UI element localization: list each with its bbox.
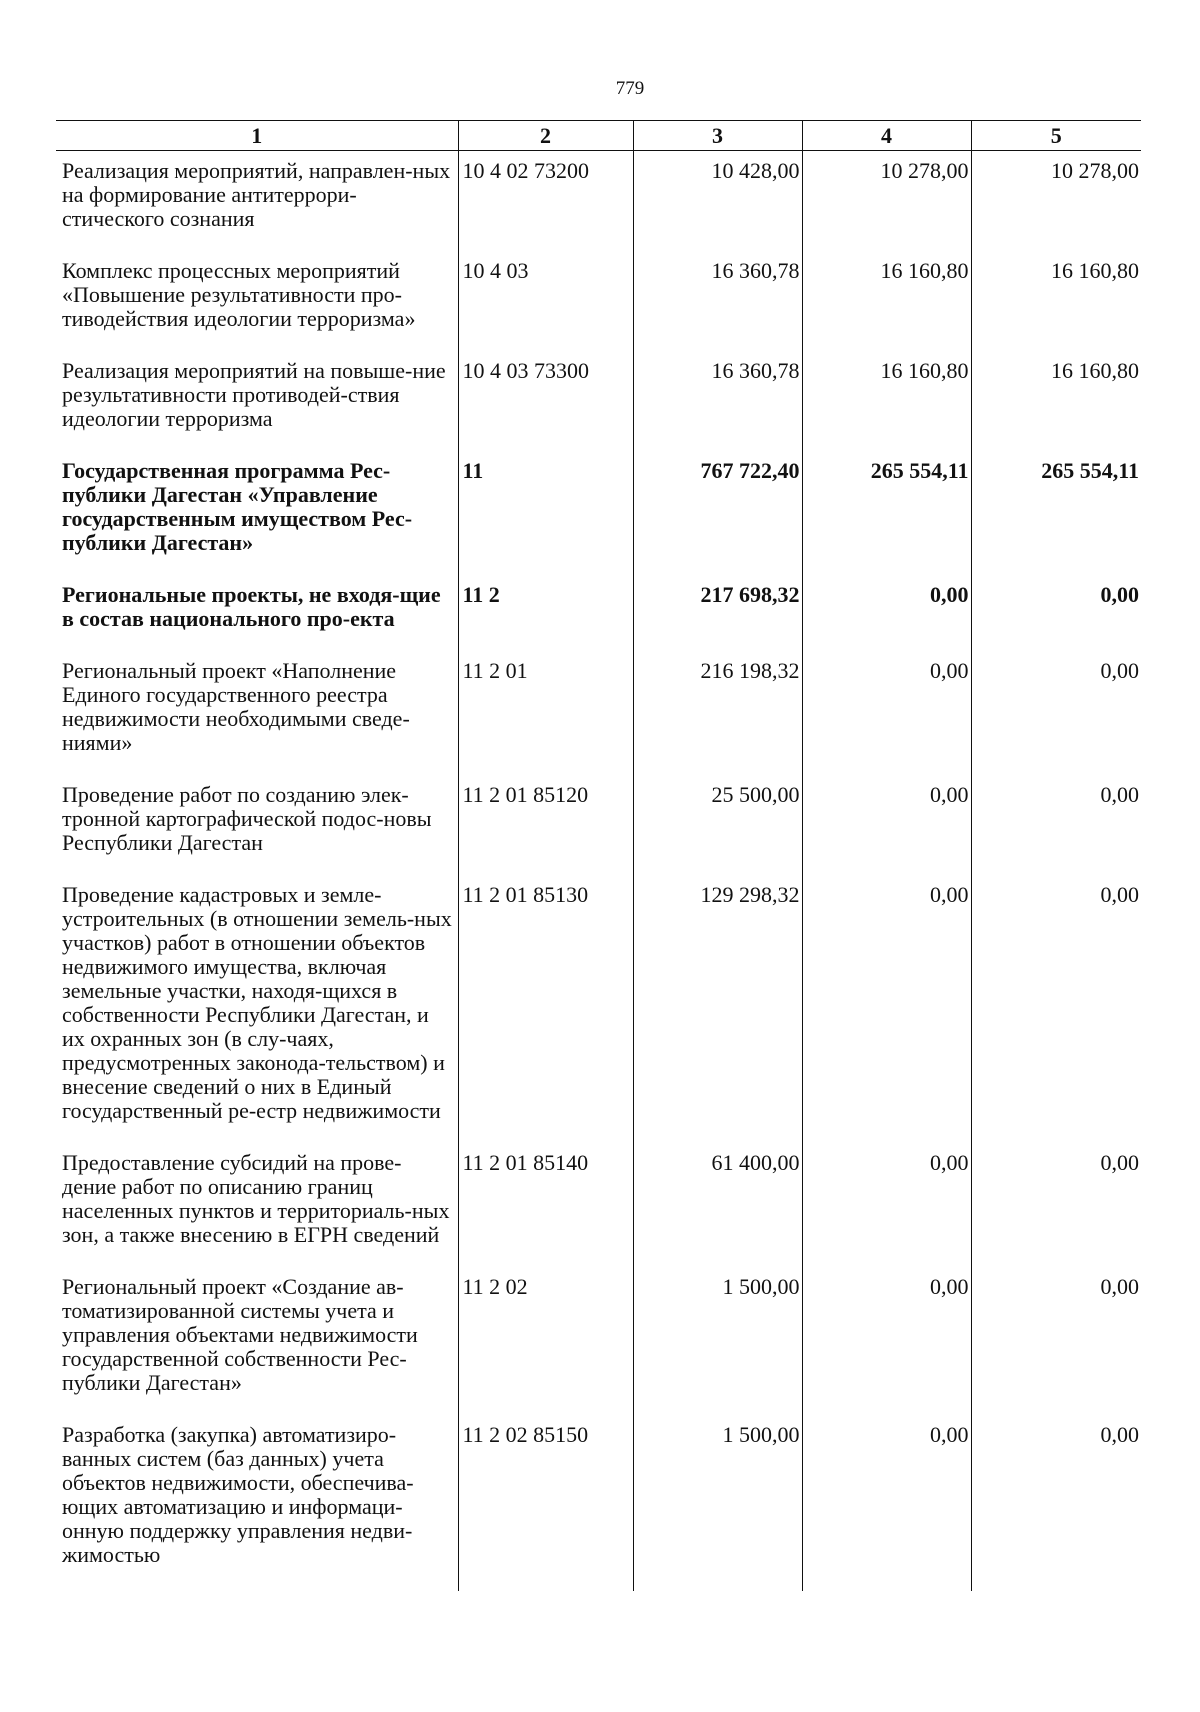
row-value-col5: 0,00: [971, 1415, 1141, 1591]
budget-table: [56, 120, 1141, 1591]
table-header-row: [56, 121, 1141, 151]
column-header-2: 2: [458, 121, 633, 151]
table-row: [56, 251, 1141, 351]
row-code-cell: 11 2 01: [458, 651, 633, 775]
row-name-cell: Региональный проект «Создание ав-томатизированной системы учета и управления объектами недвижимости государственной собственности Рес-публики Дагестан»: [62, 1274, 418, 1395]
row-value-col5: 0,00: [971, 651, 1141, 775]
table-row: [56, 151, 1141, 252]
row-name-cell: Реализация мероприятий на повыше-ние результативности противодей-ствия идеологии терроризма: [62, 358, 446, 431]
table-header: [56, 121, 1141, 151]
row-value-col4: 0,00: [802, 1415, 971, 1591]
column-header-3: 3: [633, 121, 802, 151]
table-row: [56, 875, 1141, 1143]
row-value-col3: 129 298,32: [633, 875, 802, 1143]
row-name-cell: Разработка (закупка) автоматизиро-ванных систем (баз данных) учета объектов недвижимости, обеспечива-ющих автоматизацию и информаци-онную поддержку управления недви-жимостью: [62, 1422, 414, 1567]
table-body: [56, 151, 1141, 1592]
table-row: [56, 451, 1141, 575]
row-value-col5: 0,00: [971, 775, 1141, 875]
row-value-col4: 0,00: [802, 651, 971, 775]
row-value-col4: 16 160,80: [802, 351, 971, 451]
row-value-col3: 1 500,00: [633, 1415, 802, 1591]
row-code-cell: 10 4 02 73200: [458, 151, 633, 252]
row-name-cell: Реализация мероприятий, направлен-ных на формирование антитеррори-стического сознания: [62, 158, 451, 231]
row-value-col4: 0,00: [802, 575, 971, 651]
row-value-col4: 0,00: [802, 1143, 971, 1267]
row-value-col3: 16 360,78: [633, 251, 802, 351]
row-value-col3: 216 198,32: [633, 651, 802, 775]
row-value-col5: 0,00: [971, 1267, 1141, 1415]
row-value-col3: 767 722,40: [633, 451, 802, 575]
table-row: [56, 1415, 1141, 1591]
table-row: [56, 575, 1141, 651]
row-value-col5: 0,00: [971, 1143, 1141, 1267]
row-value-col5: 16 160,80: [971, 351, 1141, 451]
row-name-cell: Проведение работ по созданию элек-тронной картографической подос-новы Республики Дагестан: [62, 782, 432, 855]
row-value-col3: 61 400,00: [633, 1143, 802, 1267]
row-value-col3: 16 360,78: [633, 351, 802, 451]
row-value-col3: 217 698,32: [633, 575, 802, 651]
row-code-cell: 11 2 01 85140: [458, 1143, 633, 1267]
row-code-cell: 10 4 03: [458, 251, 633, 351]
row-value-col3: 25 500,00: [633, 775, 802, 875]
page-number: 779: [615, 78, 645, 99]
row-value-col5: 16 160,80: [971, 251, 1141, 351]
row-value-col4: 0,00: [802, 775, 971, 875]
column-header-5: 5: [971, 121, 1141, 151]
row-value-col4: 0,00: [802, 1267, 971, 1415]
row-code-cell: 11 2: [458, 575, 633, 651]
table-row: [56, 1267, 1141, 1415]
row-value-col3: 1 500,00: [633, 1267, 802, 1415]
row-name-cell: Государственная программа Рес-публики Дагестан «Управление государственным имуществом Рес-публики Дагестан»: [62, 458, 413, 555]
row-name-cell: Региональные проекты, не входя-щие в состав национального про-екта: [62, 582, 441, 631]
row-name-cell: Региональный проект «Наполнение Единого государственного реестра недвижимости необходимыми сведе-ниями»: [62, 658, 410, 755]
row-name-cell: Комплекс процессных мероприятий «Повышение результативности про-тиводействия идеологии терроризма»: [62, 258, 416, 331]
row-value-col5: 10 278,00: [971, 151, 1141, 252]
table-row: [56, 651, 1141, 775]
table-row: [56, 351, 1141, 451]
table-row: [56, 775, 1141, 875]
row-name-cell: Проведение кадастровых и земле-устроительных (в отношении земель-ных участков) работ в отношении объектов недвижимого имущества, включая земельные участки, находя-щихся в собственности Республики Дагестан, и их охранных зон (в слу-чаях, предусмотренных законода-тельством) и внесение сведений о них в Единый государственный ре-естр недвижимости: [62, 882, 452, 1123]
row-code-cell: 11 2 02: [458, 1267, 633, 1415]
row-value-col4: 16 160,80: [802, 251, 971, 351]
row-code-cell: 11 2 01 85120: [458, 775, 633, 875]
row-value-col4: 265 554,11: [802, 451, 971, 575]
row-value-col5: 0,00: [971, 575, 1141, 651]
column-header-4: 4: [802, 121, 971, 151]
row-value-col3: 10 428,00: [633, 151, 802, 252]
row-name-cell: Предоставление субсидий на прове-дение работ по описанию границ населенных пунктов и территориаль-ных зон, а также внесению в ЕГРН сведений: [62, 1150, 450, 1247]
row-code-cell: 10 4 03 73300: [458, 351, 633, 451]
table-row: [56, 1143, 1141, 1267]
row-code-cell: 11: [458, 451, 633, 575]
column-header-1: 1: [56, 121, 458, 151]
row-code-cell: 11 2 01 85130: [458, 875, 633, 1143]
row-value-col4: 10 278,00: [802, 151, 971, 252]
row-value-col5: 265 554,11: [971, 451, 1141, 575]
row-value-col4: 0,00: [802, 875, 971, 1143]
row-code-cell: 11 2 02 85150: [458, 1415, 633, 1591]
row-value-col5: 0,00: [971, 875, 1141, 1143]
